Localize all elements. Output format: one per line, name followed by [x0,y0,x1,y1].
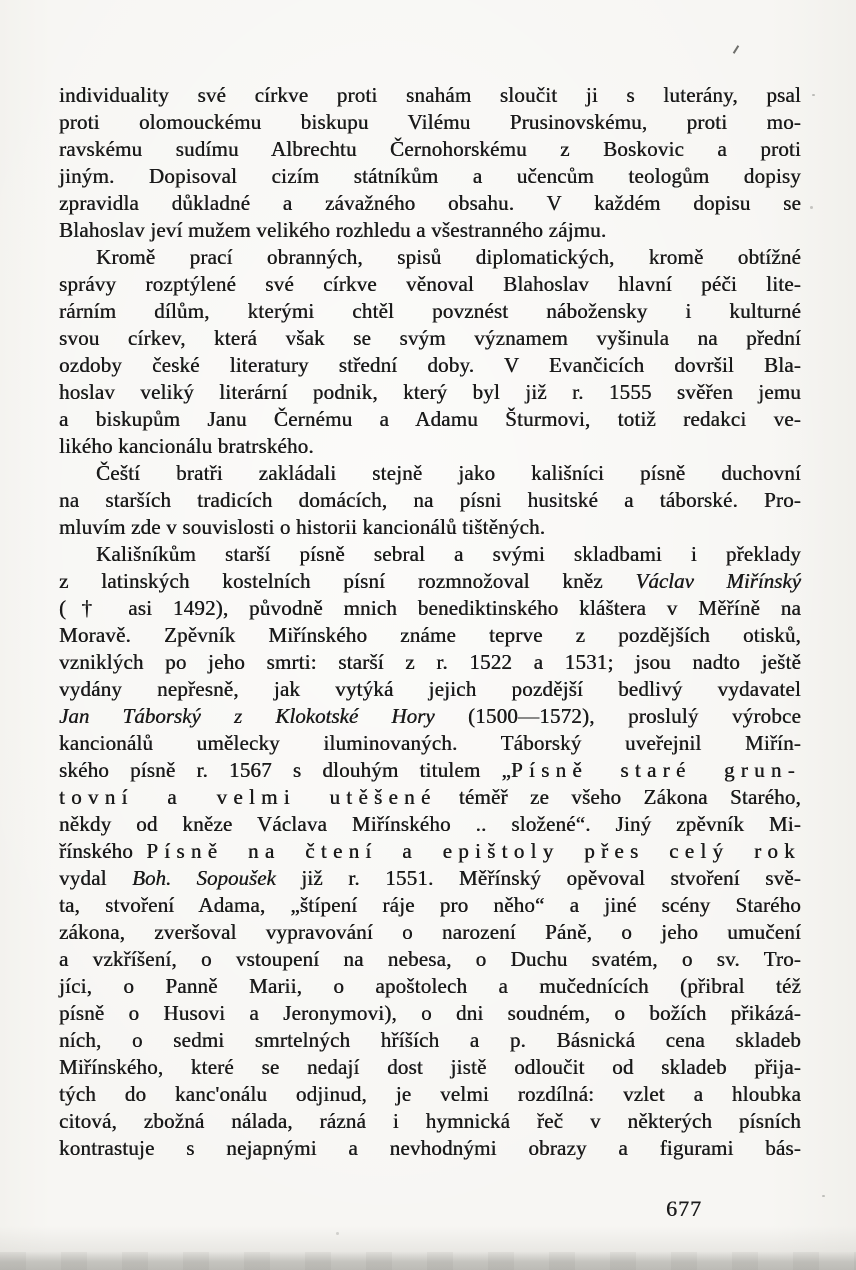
text-line [59,676,801,703]
text-block [59,82,801,1162]
text-line [59,946,801,973]
body-text: a vzkříšení, o vstoupení na nebesa, o Duchu svatém, o sv. Tro- [59,947,801,971]
text-line [59,784,801,811]
text-line [59,811,801,838]
text-line [59,298,801,325]
text-line [59,109,801,136]
body-text: ozdoby české literatury střední doby. V Evančicích dovršil Bla- [59,353,801,377]
text-line [59,1000,801,1027]
text-line [59,352,801,379]
text-line [59,865,801,892]
scan-speck [733,45,739,54]
body-text: zákona, zveršoval vypravování o narození Páně, o jeho umučení [59,920,801,944]
text-line [59,271,801,298]
text-line [59,514,801,541]
italic-text: Jan Táborský z Klokotské Hory [59,704,435,728]
letterspaced-text: Písně staré grun- [511,758,801,782]
body-text: jiným. Dopisoval cizím státníkům a učencům teologům dopisy [59,164,801,188]
body-text: kontrastuje s nejapnými a nevhodnými obrazy a figurami bás- [59,1136,801,1160]
body-text: proti olomouckému biskupu Vilému Prusinovskému, proti mo- [59,110,801,134]
body-text: ravskému sudímu Albrechtu Černohorskému z Boskovic a proti [59,137,801,161]
scan-speck [822,1195,825,1197]
letterspaced-text: tovní a velmi utěšené [59,785,437,809]
body-text: z latinských kostelních písní rozmnožoval kněz [59,569,636,593]
text-line [59,973,801,1000]
text-line [59,217,801,244]
body-text: někdy od kněze Václava Miřínského .. složené“. Jiný zpěvník Mi- [59,812,801,836]
body-text: (1500—1572), proslulý výrobce [434,704,801,728]
text-line [59,1135,801,1162]
text-line [59,163,801,190]
scan-speck [812,94,815,96]
body-text: zpravidla důkladné a závažného obsahu. V každém dopisu se [59,191,801,215]
text-line [59,487,801,514]
italic-text: Václav Miřínský [635,569,801,593]
body-text: († asi 1492), původně mnich benediktinského kláštera v Měříně na [59,596,801,620]
text-line [59,541,801,568]
text-line [59,433,801,460]
body-text: téměř ze všeho Zákona Starého, [436,785,801,809]
page-bottom-fade [0,1226,856,1252]
body-text: ta, stvoření Adama, „štípení ráje pro něho“ a jiné scény Starého [59,893,801,917]
italic-text: Boh. Sopoušek [132,866,276,890]
body-text: individuality své církve proti snahám sloučit ji s luterány, psal [59,83,801,107]
text-line [59,244,801,271]
body-text: vydány nepřesně, jak vytýká jejich pozdější bedlivý vydavatel [59,677,801,701]
text-line [59,595,801,622]
body-text: Kromě prací obranných, spisů diplomatických, kromě obtížné [96,245,801,269]
body-text: svou církev, která však se svým významem vyšinula na přední [59,326,801,350]
body-text: rárním dílům, kterými chtěl povznést nábožensky i kulturné [59,299,801,323]
body-text: vzniklých po jeho smrti: starší z r. 1522 a 1531; jsou nadto ještě [59,650,801,674]
body-text: Kališníkům starší písně sebral a svými skladbami i překlady [96,542,801,566]
body-text: kancionálů umělecky iluminovaných. Táborský uveřejnil Miřín- [59,731,801,755]
body-text: vydal [59,866,133,890]
text-line [59,1027,801,1054]
body-text: písně o Husovi a Jeronymovi), o dni soudném, o božích přikázá- [59,1001,801,1025]
body-text: Miřínského, které se nedají dost jistě odloučit od skladeb přija- [59,1055,801,1079]
body-text: a biskupům Janu Černému a Adamu Šturmovi, totiž redakci ve- [59,407,801,431]
text-line [59,757,801,784]
text-line [59,622,801,649]
text-line [59,730,801,757]
body-text: řínského [59,839,147,863]
text-line [59,379,801,406]
body-text: ních, o sedmi smrtelných hříších a p. Básnická cena skladeb [59,1028,801,1052]
body-text: Čeští bratři zakládali stejně jako kališníci písně duchovní [96,461,801,485]
letterspaced-text: Písně na čtení a epištoly přes celý rok [146,839,801,863]
text-line [59,406,801,433]
text-line [59,1108,801,1135]
text-line [59,649,801,676]
text-line [59,838,801,865]
text-line [59,1054,801,1081]
page-number: 677 [666,1196,702,1221]
text-line [59,82,801,109]
text-line [59,1081,801,1108]
body-text: likého kancionálu bratrského. [59,434,314,458]
body-text: ského písně r. 1567 s dlouhým titulem „ [59,758,511,782]
body-text: správy rozptýlené své církve věnoval Blahoslav hlavní péči lite- [59,272,801,296]
text-line [59,325,801,352]
text-line [59,892,801,919]
body-text: na starších tradicích domácích, na písni husitské a táborské. Pro- [59,488,801,512]
text-line [59,568,801,595]
text-line [59,919,801,946]
body-text: mluvím zde v souvislosti o historii kancionálů tištěných. [59,515,546,539]
text-line [59,703,801,730]
body-text: citová, zbožná nálada, rázná i hymnická řeč v některých písních [59,1109,801,1133]
text-line [59,460,801,487]
body-text: Blahoslav jeví mužem velikého rozhledu a všestranného zájmu. [59,218,607,242]
body-text: Moravě. Zpěvník Miřínského známe teprve z pozdějších otisků, [59,623,801,647]
body-text: jíci, o Panně Marii, o apoštolech a mučednících (přibral též [59,974,801,998]
text-line [59,136,801,163]
body-text: již r. 1551. Měřínský opěvoval stvoření svě- [275,866,802,890]
body-text: hoslav veliký literární podnik, který byl již r. 1555 svěřen jemu [59,380,801,404]
text-line [59,190,801,217]
scan-speck [810,206,813,209]
scan-edge-shadow [0,1252,856,1270]
body-text: tých do kanc'onálu odjinud, je velmi rozdílná: vzlet a hloubka [59,1082,801,1106]
